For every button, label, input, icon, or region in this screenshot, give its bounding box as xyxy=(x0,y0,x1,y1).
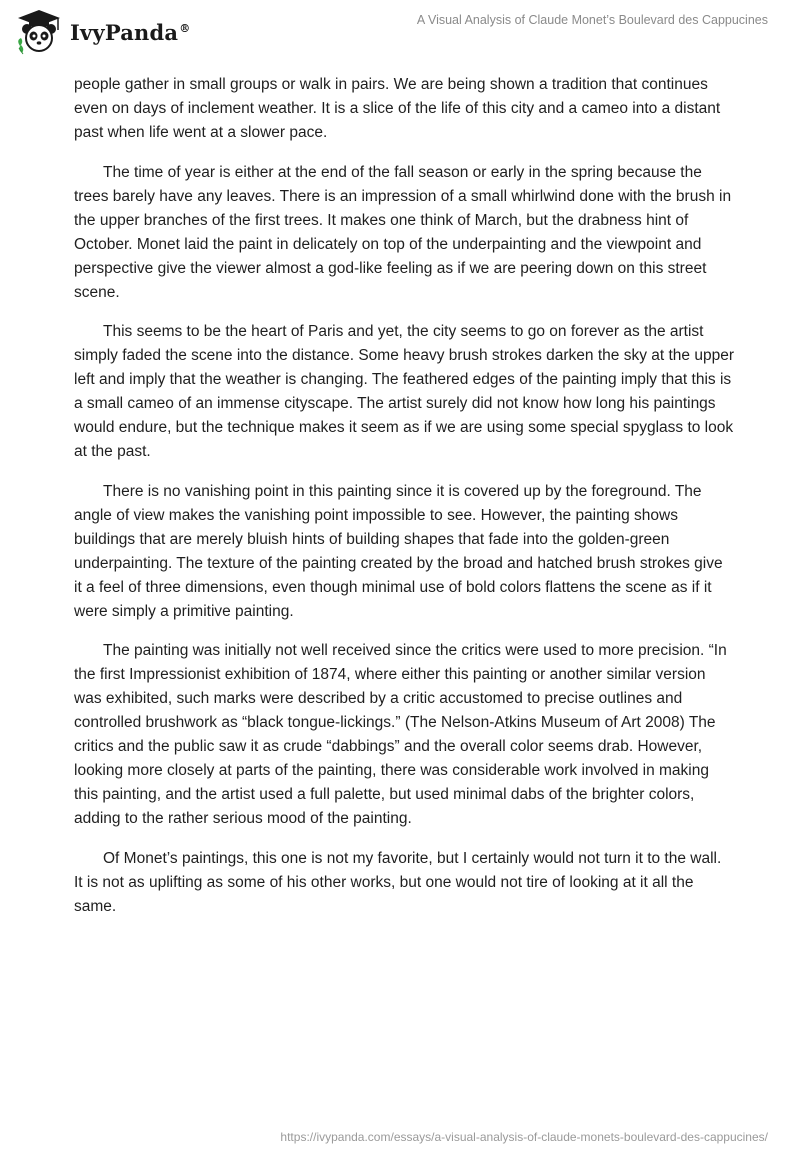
paragraph-5: The painting was initially not well received since the critics were used to more precision. “In the first Impressionist exhibition of 1874, where either this painting or another similar version was exhibited, such marks were described by a critic accustomed to precise outlines and controlled brushwork as “black tongue-lickings.” (The Nelson-Atkins Museum of Art 2008) The critics and the public saw it as crude “dabbings” and the overall color seems drab. However, looking more closely at parts of the painting, there was considerable work involved in making this painting, and the artist used a full palette, but used minimal dabs of the brighter colors, adding to the rather serious mood of the painting. xyxy=(74,642,727,827)
paragraph-1: people gather in small groups or walk in pairs. We are being shown a tradition that continues even on days of inclement weather. It is a slice of the life of this city and a cameo into a distant past when life went at a slower pace. xyxy=(74,76,721,141)
paragraph-2: The time of year is either at the end of the fall season or early in the spring because the trees barely have any leaves. There is an impression of a small whirlwind done with the brush in the upper branches of the first trees. It makes one think of March, but the drabness hint of October. Monet laid the paint in delicately on top of the underpainting and the viewpoint and perspective give the viewer almost a god-like feeling as if we are peering down on this street scene. xyxy=(74,163,732,301)
paragraph-6: Of Monet’s paintings, this one is not my favorite, but I certainly would not turn it to the wall. It is not as uplifting as some of his other works, but one would not tire of looking at it all the same. xyxy=(74,849,722,915)
document-title: A Visual Analysis of Claude Monet’s Boulevard des Cappucines xyxy=(416,13,768,27)
page-header xyxy=(0,0,800,64)
registered-mark: ® xyxy=(179,21,191,35)
panda-graduate-icon xyxy=(14,8,64,56)
paragraph-4: There is no vanishing point in this painting since it is covered up by the foreground. The angle of view makes the vanishing point impossible to see. However, the painting shows buildings that are merely bluish hints of building shapes that fade into the golden-green underpainting. The texture of the painting created by the broad and hatched brush strokes give it a feel of three dimensions, even though minimal use of bold colors flattens the scene as if it were simply a primitive painting. xyxy=(74,482,723,620)
essay-body xyxy=(74,73,734,934)
ivypanda-logo[interactable] xyxy=(14,8,190,56)
source-url[interactable]: https://ivypanda.com/essays/a-visual-analysis-of-claude-monets-boulevard-des-cappucines/ xyxy=(280,1130,768,1144)
paragraph-3: This seems to be the heart of Paris and yet, the city seems to go on forever as the artist simply faded the scene into the distance. Some heavy brush strokes darken the sky at the upper left and imply that the weather is changing. The feathered edges of the painting imply that this is a small cameo of an immense cityscape. The artist surely did not know how long his paintings would endure, but the technique makes it seem as if we are using some special spyglass to look at the past. xyxy=(74,323,734,460)
brand-name: IvyPanda® xyxy=(70,19,191,45)
